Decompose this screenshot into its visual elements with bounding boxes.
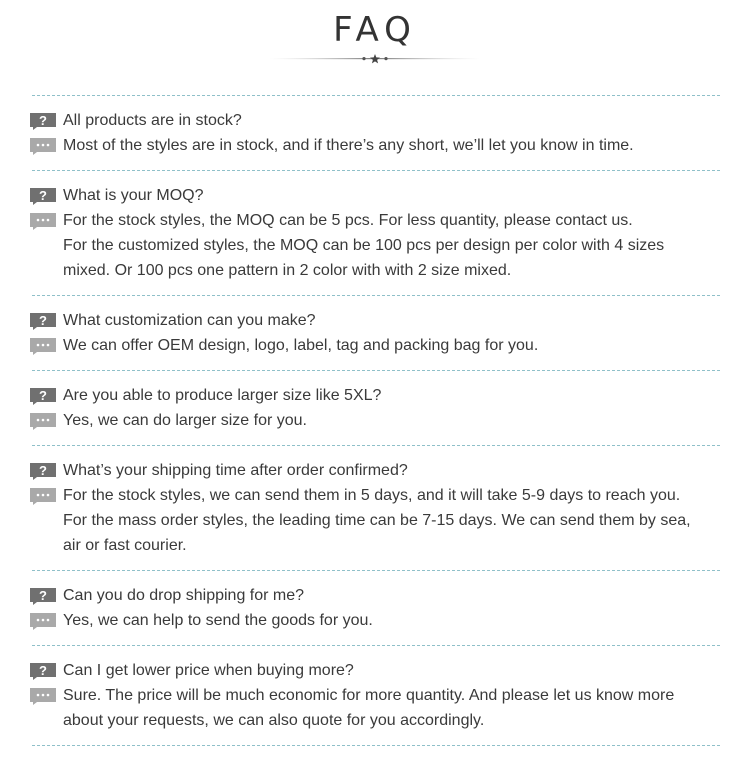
question-bubble-icon	[29, 388, 57, 405]
answer-bubble-icon	[29, 413, 57, 430]
answer-bubble-icon	[29, 613, 57, 630]
answer-line: For the mass order styles, the leading time can be 7-15 days. We can send them by sea,	[63, 512, 691, 529]
answer-line: air or fast courier.	[63, 537, 187, 554]
question-bubble-icon	[29, 588, 57, 605]
answer-line: Yes, we can do larger size for you.	[63, 412, 307, 429]
answer-line: For the customized styles, the MOQ can be 100 pcs per design per color with 4 sizes	[63, 237, 665, 254]
question-text: Can I get lower price when buying more?	[63, 662, 354, 679]
question-text: Are you able to produce larger size like 5XL?	[63, 387, 382, 404]
answer-line: For the stock styles, we can send them in 5 days, and it will take 5-9 days to reach you.	[63, 487, 681, 504]
page-title: FAQ	[333, 10, 417, 50]
answer-bubble-icon	[29, 213, 57, 230]
faq-item	[28, 583, 728, 633]
answer-bubble-icon	[29, 338, 57, 355]
faq-item	[28, 108, 728, 158]
question-bubble-icon	[29, 463, 57, 480]
svg-text:?: ?	[39, 313, 47, 328]
svg-text:?: ?	[39, 663, 47, 678]
answer-line: For the stock styles, the MOQ can be 5 pcs. For less quantity, please contact us.	[63, 212, 633, 229]
faq-item	[28, 183, 728, 283]
faq-answer	[28, 333, 728, 358]
question-bubble-icon	[29, 113, 57, 130]
title-ornament	[270, 52, 480, 66]
dashed-divider	[32, 745, 720, 746]
question-text: What’s your shipping time after order confirmed?	[63, 462, 408, 479]
question-text: Can you do drop shipping for me?	[63, 587, 305, 604]
dashed-divider	[32, 170, 720, 171]
faq-answer	[28, 133, 728, 158]
faq-question	[28, 583, 728, 608]
answer-line: Sure. The price will be much economic for more quantity. And please let us know more	[63, 687, 675, 704]
answer-bubble-icon	[29, 688, 57, 705]
dashed-divider	[32, 570, 720, 571]
answer-line: about your requests, we can also quote for you accordingly.	[63, 712, 485, 729]
question-bubble-icon	[29, 663, 57, 680]
answer-line: mixed. Or 100 pcs one pattern in 2 color with with 2 size mixed.	[63, 262, 512, 279]
answer-line: We can offer OEM design, logo, label, tag and packing bag for you.	[63, 337, 539, 354]
dashed-divider	[32, 370, 720, 371]
question-text: What is your MOQ?	[63, 187, 204, 204]
dashed-divider	[32, 95, 720, 96]
faq-question	[28, 308, 728, 333]
dashed-divider	[32, 445, 720, 446]
svg-text:?: ?	[39, 188, 47, 203]
question-text: All products are in stock?	[63, 112, 242, 129]
faq-question	[28, 108, 728, 133]
faq-item	[28, 458, 728, 558]
faq-answer	[28, 483, 728, 558]
answer-line: Yes, we can help to send the goods for you.	[63, 612, 373, 629]
faq-question	[28, 183, 728, 208]
svg-text:?: ?	[39, 588, 47, 603]
svg-text:?: ?	[39, 113, 47, 128]
dashed-divider	[32, 295, 720, 296]
faq-question	[28, 458, 728, 483]
svg-text:?: ?	[39, 388, 47, 403]
svg-text:?: ?	[39, 463, 47, 478]
question-bubble-icon	[29, 313, 57, 330]
faq-answer	[28, 608, 728, 633]
question-bubble-icon	[29, 188, 57, 205]
question-text: What customization can you make?	[63, 312, 316, 329]
dashed-divider	[32, 645, 720, 646]
faq-item	[28, 658, 728, 733]
answer-bubble-icon	[29, 488, 57, 505]
faq-answer	[28, 683, 728, 733]
faq-question	[28, 383, 728, 408]
answer-line: Most of the styles are in stock, and if there’s any short, we’ll let you know in time.	[63, 137, 634, 154]
answer-bubble-icon	[29, 138, 57, 155]
faq-item	[28, 383, 728, 433]
faq-item	[28, 308, 728, 358]
faq-answer	[28, 408, 728, 433]
faq-answer	[28, 208, 728, 283]
faq-question	[28, 658, 728, 683]
